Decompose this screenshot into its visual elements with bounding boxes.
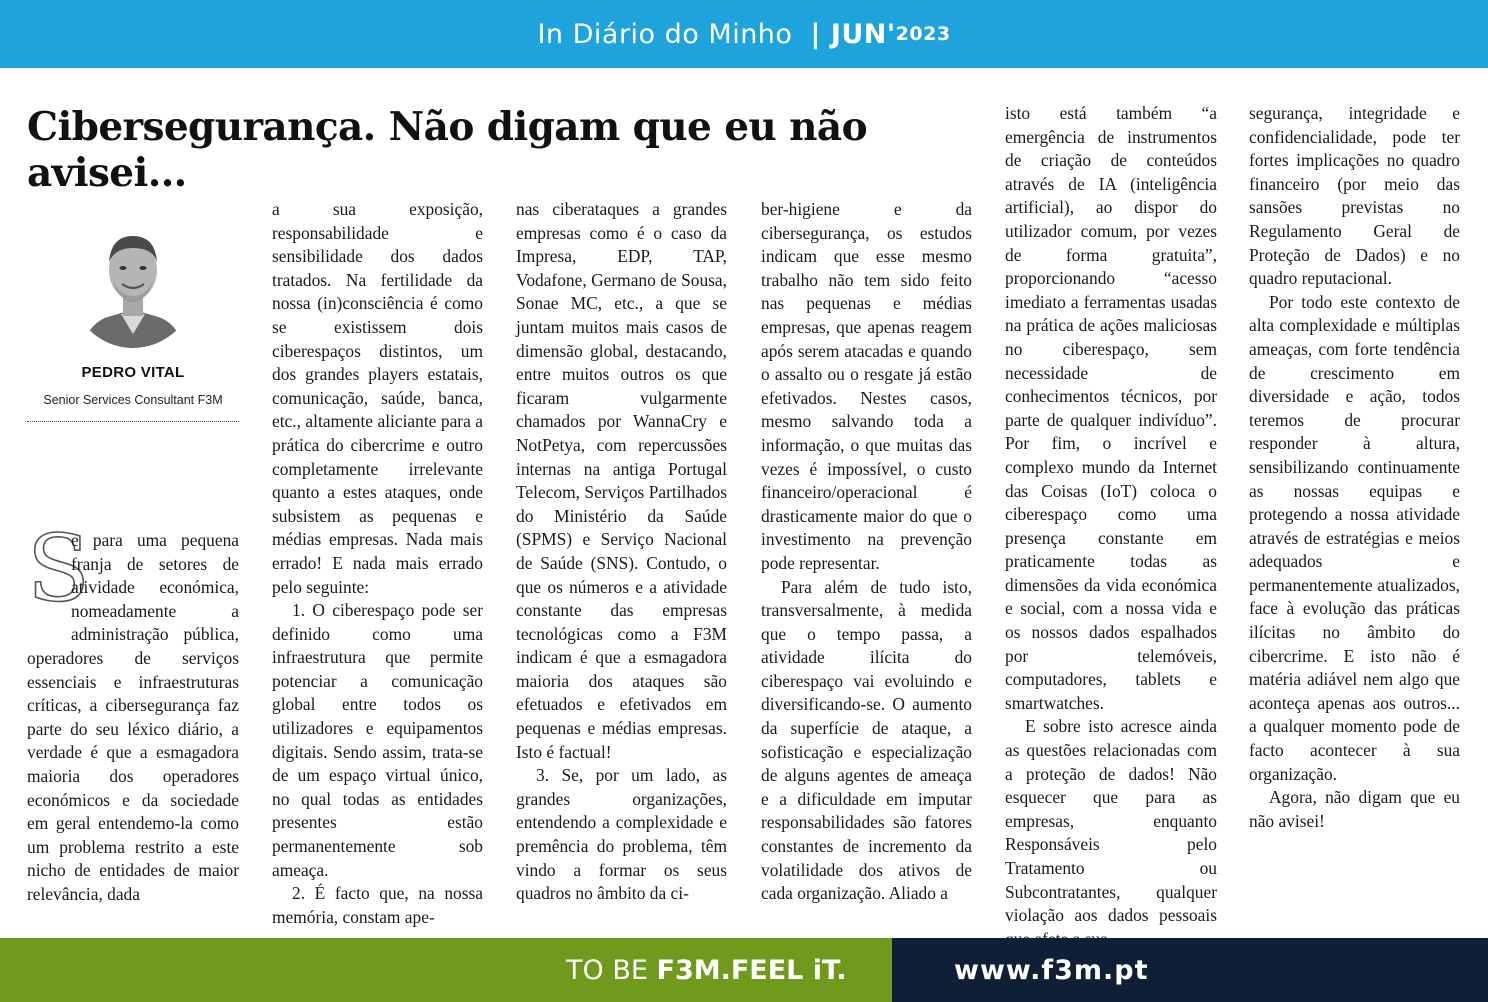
- column-6-paragraph-1: segurança, integridade e confidencialidade, pode ter fortes implicações no quadro financeiro (por meio das sansões previstas no Regulamento Geral de Proteção de Dados) e no quadro reputacional.: [1249, 103, 1460, 289]
- article-column-5: [1005, 102, 1217, 951]
- slogan-prefix: TO BE: [566, 954, 657, 986]
- author-portrait: [77, 218, 189, 350]
- author-divider: [27, 421, 239, 422]
- column-4-paragraph-2: Para além de tudo isto, transversalmente, à medida que o tempo passa, a atividade ilícita do ciberespaço vai evoluindo e diversificando-se. O aumento da superfície de ataque, a sofisticação e especialização de alguns agentes de ameaça e a dificuldade em imputar responsabilidades são fatores constantes de incremento da volatilidade dos ativos de cada organização. Aliado a: [761, 576, 972, 904]
- column-6-paragraph-3: Agora, não digam que eu não avisei!: [1249, 787, 1460, 831]
- column-2-paragraph-1: a sua exposição, responsabilidade e sensibilidade dos dados tratados. Na fertilidade da nossa (in)consciência é como se existissem dois ciberespaços distintos, um dos grandes players estatais, comunicação, saúde, banca, etc., altamente aliciante para a prática do cibercrime e outro completamente irrelevante quanto a estes ataques, onde subsistem as pequenas e médias empresas. Nada mais errado! E nada mais errado pelo seguinte:: [272, 199, 483, 597]
- column-5-paragraph-2: E sobre isto acresce ainda as questões relacionadas com a proteção de dados! Não esquecer que para as empresas, enquanto Responsáveis pelo Tratamento ou Subcontratantes, qualquer violação aos dados pessoais: [1005, 716, 1217, 926]
- website-link[interactable]: www.f3m.pt: [954, 954, 1149, 986]
- article-column-2: [272, 198, 483, 929]
- slogan-brand: F3M.FEEL iT.: [656, 954, 847, 986]
- column-2-paragraph-3: 2. É facto que, na nossa memória, constam ape-: [272, 883, 483, 927]
- article-column-1: [27, 515, 239, 907]
- drop-cap: S: [27, 515, 91, 622]
- publication-banner: [0, 0, 1488, 68]
- column-6-paragraph-2: Por todo este contexto de alta complexidade e múltiplas ameaças, com forte tendência de crescimento em diversidade e ação, todos teremos de procurar responder à altura, sensibilizando continuamente as nossas equipas e protegendo a nossa atividade através de estratégias e meios adequados e permanentemente atualizados, face à evolução das práticas ilícitas no âmbito do cibercrime. E isto não é matéria adiável nem algo que aconteça apenas aos outros... a qualquer momento pode de facto acontecer à sua organização.: [1249, 291, 1460, 784]
- column-5-paragraph-1: isto está também “a emergência de instrumentos de criação de conteúdos através de IA (inteligência artificial), ao dispor do utilizador comum, por vezes de forma gratuita”, proporcionando “acesso imediato a ferramentas usadas na prática de ações maliciosas no ciberespaço, sem necessidade de conhecimentos técnicos, por parte de qualquer indivíduo”. Por fim, o incrível e complexo mundo da Internet das Coisas (IoT) coloca o ciberespaço como uma presença constante em praticamente todas as dimensões da vida económica e social, com a nossa vida e os nossos dados espalhados por telemóveis, computadores, tablets e smartwatches.: [1005, 103, 1217, 713]
- footer-slogan-bar: [0, 938, 892, 1002]
- column-3-paragraph-1: nas ciberataques a grandes empresas como é o caso da Impresa, EDP, TAP, Vodafone, Germano de Sousa, Sonae MC, etc., a que se juntam muitos mais casos de dimensão global, destacando, entre muitos outros os que ficaram vulgarmente chamados por WannaCry e NotPetya, com repercussões internas na antiga Portugal Telecom, Serviços Partilhados do Ministério da Saúde (SPMS) e Serviço Nacional de Saúde (SNS). Contudo, o que os números e a atividade constante das empresas tecnológicas como a F3M indicam é que a esmagadora maioria dos ataques são efetuados e efetivados em pequenas e médias empresas. Isto é factual!: [516, 199, 727, 762]
- banner-month: JUN': [830, 18, 896, 50]
- article-headline: Cibersegurança. Não digam que eu não avisei...: [27, 104, 867, 196]
- footer-slogan: [566, 955, 847, 986]
- column-2-paragraph-2: 1. O ciberespaço pode ser definido como uma infraestrutura que permite potenciar a comunicação global entre todos os utilizadores e equipamentos digitais. Sendo assim, trata-se de um espaço virtual único, no qual todas as entidades presentes estão permanentemente sob ameaça.: [272, 600, 483, 880]
- footer-website-bar: [892, 938, 1488, 1002]
- article-column-4: [761, 198, 972, 906]
- article-column-6: [1249, 102, 1460, 833]
- article-column-3: [516, 198, 727, 906]
- column-1-paragraph-1: e para uma pequena franja de setores de atividade económica, nomeadamente a administração pública, operadores de serviços essenciais e infraestruturas críticas, a cibersegurança faz parte do seu léxico diário, a verdade é que a esmagadora maioria dos operadores económicos e da sociedade em geral entendemo-la como um problema restrito a este nicho de entidades de maior relevância, dada: [27, 530, 239, 904]
- banner-separator: |: [810, 18, 821, 50]
- column-3-paragraph-2: 3. Se, por um lado, as grandes organizações, entendendo a complexidade e premência do problema, têm vindo a formar os seus quadros no âmbito da ci-: [516, 765, 727, 904]
- author-role: Senior Services Consultant F3M: [43, 393, 223, 407]
- author-box: [27, 218, 239, 422]
- author-name: PEDRO VITAL: [81, 364, 185, 381]
- column-4-paragraph-1: ber-higiene e da cibersegurança, os estudos indicam que esse mesmo trabalho não tem sido feito nas pequenas e médias empresas, que apenas reagem após serem atacadas e quando o assalto ou o resgate já estão efetivados. Nestes casos, mesmo salvando toda a informação, o que muitas das vezes é impossível, o custo financeiro/operacional é drasticamente maior do que o investimento na prevenção pode representar.: [761, 199, 972, 573]
- banner-year: 2023: [895, 23, 951, 45]
- publication-name: In Diário do Minho: [537, 18, 793, 50]
